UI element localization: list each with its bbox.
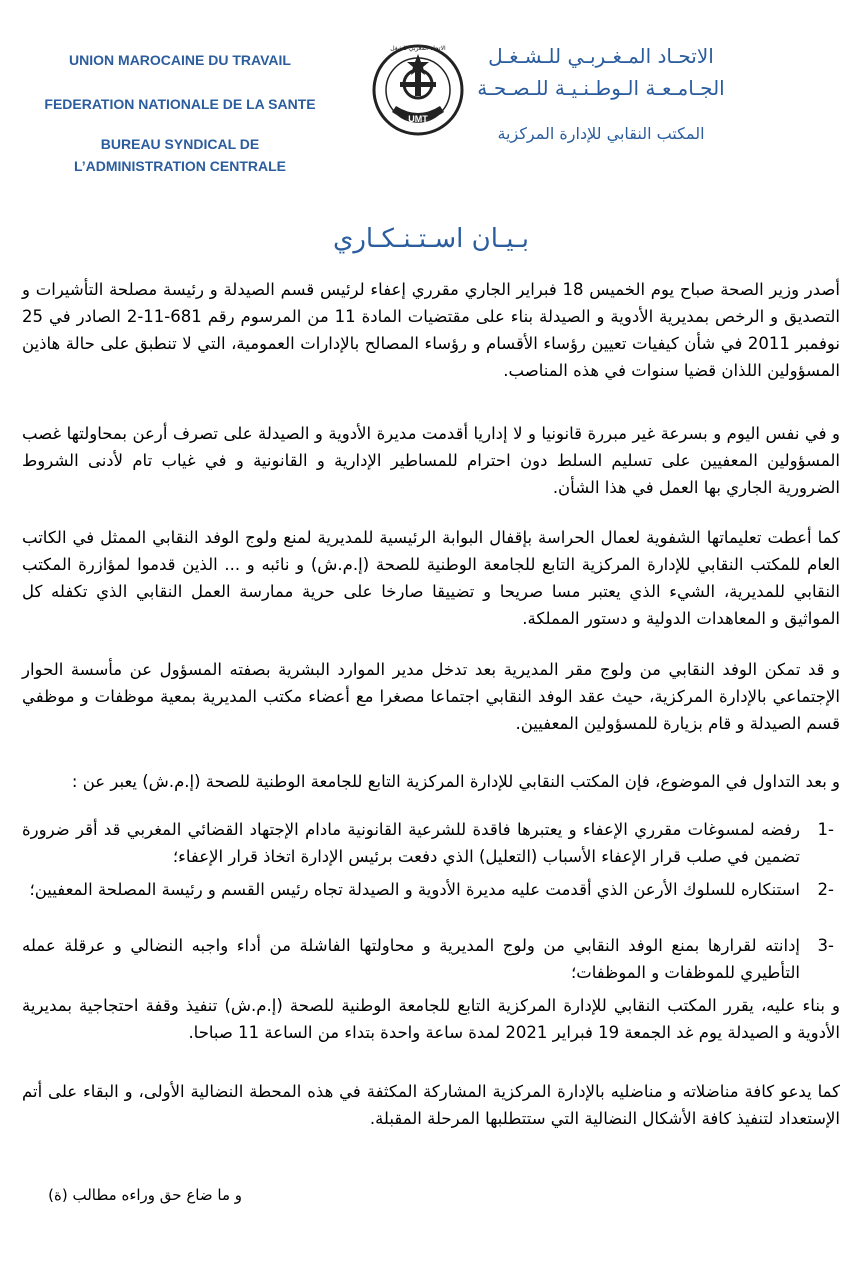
list-number: -3 xyxy=(817,936,834,955)
header-union-name: UNION MAROCAINE DU TRAVAIL xyxy=(69,52,291,68)
decision-paragraph: و بناء عليه، يقرر المكتب النقابي للإدارة المركزية التابع للجامعة الوطنية للصحة (إ.م.ش) تنفيذ وقفة احتجاجية بمديرية الأدوية و الصيدلة يوم غد الجمعة 19 فبراير 2021 لمدة ساعة واحدة بتداء من الساعة 11 صباحا. xyxy=(22,996,840,1042)
list-text: إدانته لقرارها بمنع الوفد النقابي من ولوج المديرية و محاولتها الفاشلة من أداء واجبه النضالي و عرقلة عمله التأطيري للموظفات و الموظفات؛ xyxy=(22,936,800,982)
document-title: بـيـان اسـتـنـكـاري xyxy=(333,224,529,254)
list-number: -2 xyxy=(817,880,834,899)
paragraph-2: و في نفس اليوم و بسرعة غير مبررة قانونيا و لا إداريا أقدمت مديرة الأدوية و الصيدلة على تصرف أرعن بمحاولتها غصب المسؤولين المعفيين على تسليم السلط دون احترام للمساطير الإدارية و القانونية و في غياب تام لأدنى الشروط الضرورية الجاري بها العمل في هذا الشأن. xyxy=(22,424,840,497)
header-arabic-union: الاتحـاد المـغـربـي للـشـغـل xyxy=(488,44,714,68)
header-bureau-line1: BUREAU SYNDICAL DE xyxy=(100,136,260,152)
paragraph-5: و بعد التداول في الموضوع، فإن المكتب النقابي للإدارة المركزية التابع للجامعة الوطنية للصحة (إ.م.ش) يعبر عن : xyxy=(71,772,840,791)
paragraph-4: و قد تمكن الوفد النقابي من ولوج مقر المديرية بعد تدخل مدير الموارد البشرية بصفته المسؤول عن مأسسة الحوار الإجتماعي بالإدارة المركزية، حيث عقد الوفد النقابي اجتماعا مصغرا مع أعضاء مكتب المديرية بمعية موظفات و موظفي قسم الصيدلة و قام بزيارة للمسؤولين المعفيين. xyxy=(22,660,840,733)
umt-logo xyxy=(370,42,466,138)
logo-arc-text: الاتحاد المغربي للشغل xyxy=(390,45,446,52)
paragraph-3: كما أعطت تعليماتها الشفوية لعمال الحراسة بإقفال البوابة الرئيسية للمديرية لمنع ولوج الوفد النقابي الممثل في الكاتب العام للمكتب النقابي للإدارة المركزية التابع للجامعة الوطنية للصحة (إ.م.ش) و نائبه و ... الذين قدموا لمؤازرة المكتب النقابي للمديرية، الشيء الذي يعتبر مسا صريحا و تضييقا صارخا على حرية ممارسة العمل النقابي الذي تكفله كل المواثيق و المعاهدات الدولية و دستور المملكة. xyxy=(22,528,840,628)
list-item-1 xyxy=(22,816,840,872)
header-federation-name: FEDERATION NATIONALE DE LA SANTE xyxy=(44,96,316,112)
header-arabic-bureau: المكتب النقابي للإدارة المركزية xyxy=(497,124,705,143)
header-bureau-line2: L’ADMINISTRATION CENTRALE xyxy=(73,158,287,174)
closing-slogan: و ما ضاع حق وراءه مطالب (ة) xyxy=(48,1186,242,1204)
list-number: -1 xyxy=(817,820,834,839)
list-text: استنكاره للسلوك الأرعن الذي أقدمت عليه مديرة الأدوية و الصيدلة تجاه رئيس القسم و رئيسة المصلحة المعفيين؛ xyxy=(29,880,800,899)
header-arabic-federation: الجـامـعـة الـوطـنـيـة للـصـحـة xyxy=(477,76,725,100)
logo-umt-text: UMT xyxy=(408,114,428,124)
list-text: رفضه لمسوغات مقرري الإعفاء و يعتبرها فاقدة للشرعية القانونية مادام الإجتهاد القضائي المغربي قد أقر ضرورة تضمين في صلب قرار الإعفاء الأسباب (التعليل) الذي دفعت برئيس الإدارة اتخاذ قرار الإعفاء؛ xyxy=(22,820,800,866)
list-item-2 xyxy=(22,876,840,932)
paragraph-1: أصدر وزير الصحة صباح يوم الخميس 18 فبراير الجاري مقرري إعفاء لرئيس قسم الصيدلة و رئيسة مصلحة التأشيرات و التصديق و الرخص بمديرية الأدوية و الصيدلة بناء على مقتضيات المادة 11 من المرسوم رقم 681-11-2 الصادر في 25 نوفمبر 2011 في شأن كيفيات تعيين رؤساء الأقسام و رؤساء المصالح بالإدارات العمومية، التي لا تنطبق على حالة هاذين المسؤولين اللذان قضيا سنوات في هذه المناصب. xyxy=(22,280,841,380)
list-item-3 xyxy=(22,932,840,988)
call-paragraph: كما يدعو كافة مناضلاته و مناضليه بالإدارة المركزية المشاركة المكثفة في هذه المحطة النضالية الأولى، و البقاء على أتم الإستعداد لتنفيذ كافة الأشكال النضالية التي ستتطلبها المرحلة المقبلة. xyxy=(22,1082,840,1128)
